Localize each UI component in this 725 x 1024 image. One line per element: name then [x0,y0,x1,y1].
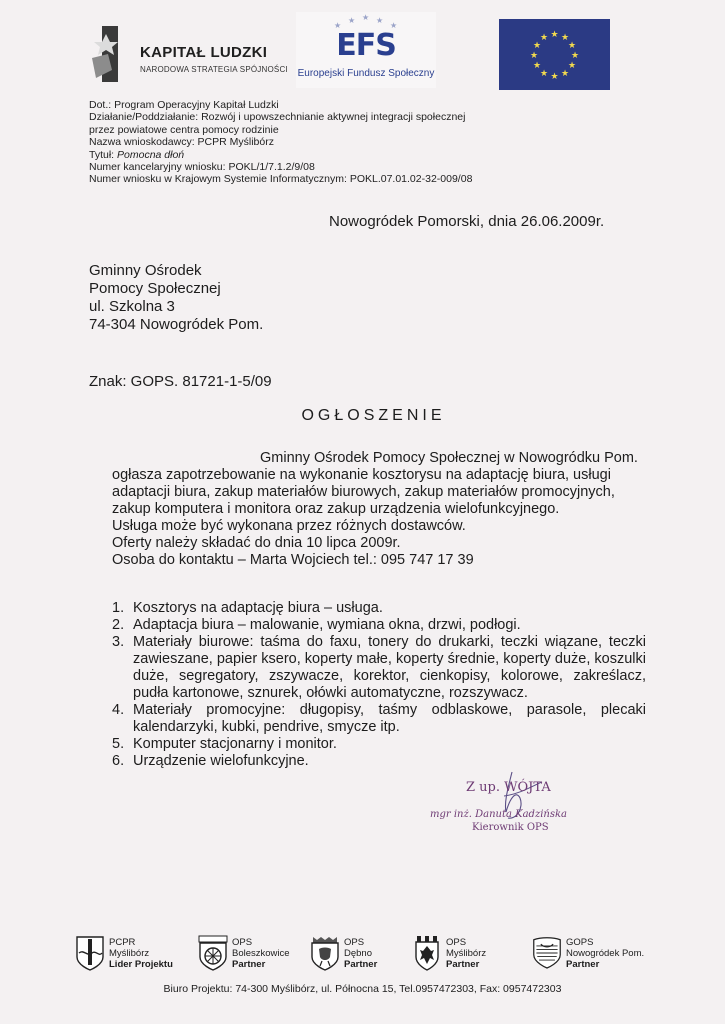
list-item-text: Materiały promocyjne: długopisy, taśmy odblaskowe, parasole, plecaki kalendarzyki, kubki, pendrive, smycze itp. [133,702,646,735]
list-item [112,600,646,617]
meta-line: przez powiatowe centra pomocy rodzinie [89,123,279,136]
list-item-number: 3. [112,634,125,650]
svg-text:★: ★ [560,69,570,79]
kapital-ludzki-title: KAPITAŁ LUDZKI [140,44,268,61]
announcement-body [112,450,643,569]
project-office-footer: Biuro Projektu: 74-300 Myślibórz, ul. Północna 15, Tel.0957472303, Fax: 0957472303 [163,983,562,995]
meta-line: Nazwa wnioskodawcy: PCPR Myślibórz [89,136,274,149]
svg-text:★: ★ [550,72,559,82]
partner-place: Myślibórz [446,948,487,959]
mysliborz-crest-icon [75,935,105,971]
official-stamp [420,768,620,848]
efs-logo [296,12,436,88]
meta-title-value: Pomocna dłoń [117,148,185,161]
partner-text [344,937,377,970]
partner-place: Boleszkowice [232,948,290,959]
list-item-text: Kosztorys na adaptację biura – usługa. [133,600,383,616]
svg-text:★: ★ [376,16,384,25]
items-list [112,600,646,770]
svg-text:★: ★ [529,51,539,61]
body-line: Gminny Ośrodek Pomocy Społecznej w Nowogródku Pom. [260,450,638,466]
partner-role: Lider Projektu [109,959,173,970]
list-item-text: Materiały biurowe: taśma do faxu, tonery do drukarki, teczki wiązane, teczki zawieszane, papier ksero, koperty małe, koperty średnie, koperty duże, koszulki duże, segregatory, zszywacze, korektor, cienkopisy, kolorowe, zakreślacz, pudła kartonowe, sznurek, ołówki automatyczne, rozszywacz. [133,634,646,701]
partner-role: Partner [232,959,266,970]
partner-org: OPS [344,937,365,948]
partner-org: PCPR [109,937,136,948]
document-heading: OGŁOSZENIE [301,407,446,424]
list-item-number: 6. [112,753,125,769]
recipient-address [89,262,263,334]
efs-subtitle: Europejski Fundusz Społeczny [297,68,435,79]
list-item-number: 4. [112,702,125,718]
address-line: ul. Szkolna 3 [89,298,175,315]
meta-title-line [89,149,589,161]
kapital-ludzki-mark-icon [88,24,128,84]
eu-flag-icon [499,19,610,90]
list-item [112,617,646,634]
svg-text:★: ★ [567,61,577,71]
partner-role: Partner [446,959,480,970]
list-item [112,736,646,753]
partner-role: Partner [566,959,600,970]
meta-title-label: Tytuł: [89,148,118,161]
partner-org: GOPS [566,937,594,948]
debno-crest-icon [310,935,340,971]
partner-place: Nowogródek Pom. [566,948,645,959]
partner-text [446,937,486,970]
list-item [112,702,646,736]
kapital-ludzki-subtitle: NARODOWA STRATEGIA SPÓJNOŚCI [140,65,288,74]
svg-text:★: ★ [390,21,398,30]
body-line: Oferty należy składać do dnia 10 lipca 2009r. [112,535,401,551]
list-item-number: 5. [112,736,125,752]
partner-text [566,937,644,970]
svg-text:★: ★ [570,51,580,61]
efs-wordmark: EFS [336,28,396,63]
svg-text:★: ★ [532,61,542,71]
address-line: 74-304 Nowogródek Pom. [89,316,264,333]
body-line: Usługa może być wykonana przez różnych dostawców. [112,518,466,534]
meta-line: Numer wniosku w Krajowym Systemie Informatycznym: POKL.07.01.02-32-009/08 [89,173,473,186]
svg-text:★: ★ [348,16,356,25]
list-item-text: Urządzenie wielofunkcyjne. [133,753,309,769]
stamp-signer: mgr inż. Danuta Kadzińska [430,809,568,820]
partner-text [232,937,290,970]
svg-text:★: ★ [539,69,549,79]
mysliborz-city-crest-icon [412,935,442,971]
project-metadata [89,99,589,186]
reference-number: Znak: GOPS. 81721-1-5/09 [89,373,272,390]
body-line: adaptacji biura, zakup materiałów biurowych, zakup materiałów promocyjnych, [112,484,615,500]
address-line: Gminny Ośrodek [89,262,202,279]
partner-place: Dębno [344,948,372,959]
nowogrodek-crest-icon [532,935,562,971]
kapital-ludzki-logo [88,22,288,86]
body-line: Osoba do kontaktu – Marta Wojciech tel.: 095 747 17 39 [112,552,474,568]
svg-text:★: ★ [567,41,577,51]
svg-text:★: ★ [532,41,542,51]
meta-line: Dot.: Program Operacyjny Kapitał Ludzki [89,99,279,111]
svg-text:★: ★ [334,21,342,30]
document-date: Nowogródek Pomorski, dnia 26.06.2009r. [329,213,605,230]
list-item-number: 2. [112,617,125,633]
partner-org: OPS [232,937,253,948]
address-line: Pomocy Społecznej [89,280,221,297]
svg-text:★: ★ [550,30,559,40]
partner-org: OPS [446,937,467,948]
partner-place: Myślibórz [109,948,150,959]
list-item-text: Adaptacja biura – malowanie, wymiana okna, drzwi, podłogi. [133,617,521,633]
partner-role: Partner [344,959,378,970]
list-item-number: 1. [112,600,125,616]
svg-text:★: ★ [560,33,570,43]
meta-line: Działanie/Poddziałanie: Rozwój i upowszechnianie aktywnej integracji społecznej [89,111,466,124]
meta-line: Numer kancelaryjny wniosku: POKL/1/7.1.2/9/08 [89,161,315,174]
stamp-line: Z up. WÓJTA [466,780,551,795]
partner-text [109,937,173,970]
list-item [112,634,646,702]
svg-text:★: ★ [362,13,370,22]
stamp-position: Kierownik OPS [472,822,549,833]
svg-text:★: ★ [539,33,549,43]
boleszkowice-crest-icon [198,935,228,971]
list-item-text: Komputer stacjonarny i monitor. [133,736,337,752]
body-line: zakup komputera i monitora oraz zakup urządzenia wielofunkcyjnego. [112,501,560,517]
body-line: ogłasza zapotrzebowanie na wykonanie kosztorysu na adaptację biura, usługi [112,467,611,483]
